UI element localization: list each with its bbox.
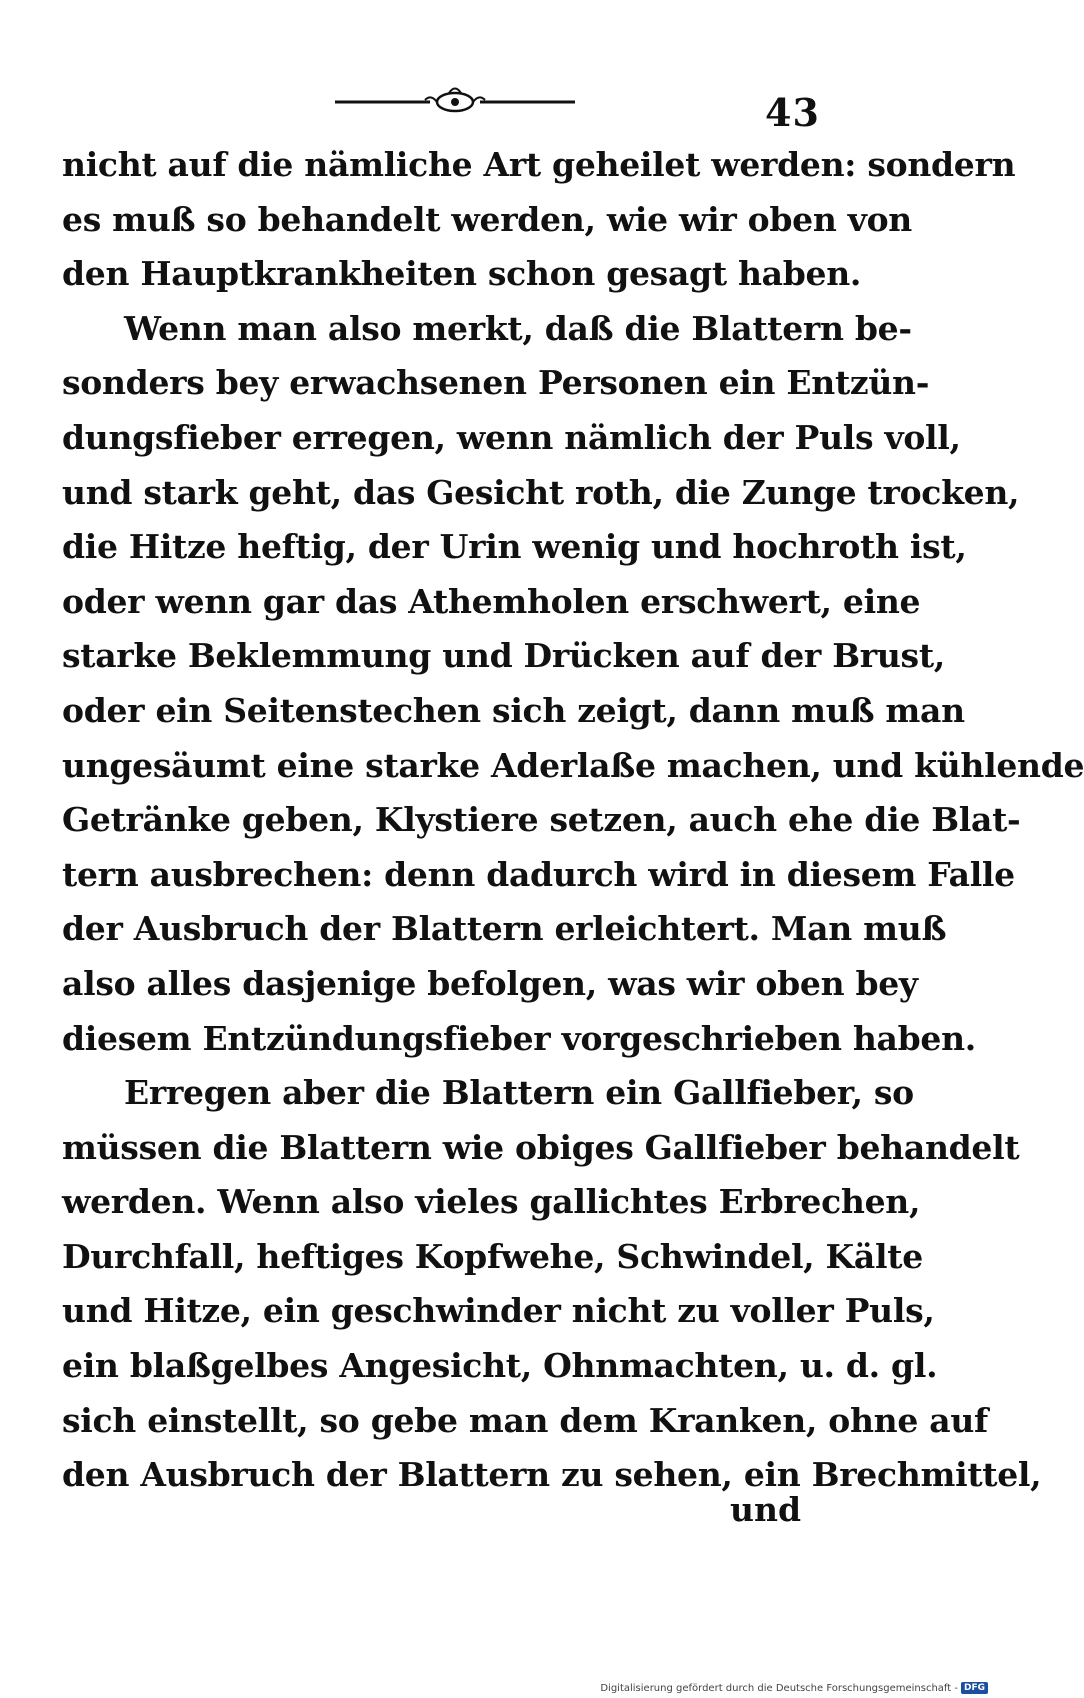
- text-line: müssen die Blattern wie obiges Gallfieber behandelt: [62, 1127, 1020, 1167]
- ornament-rule: [335, 84, 575, 118]
- credit-text: Digitalisierung gefördert durch die Deutsche Forschungsgemeinschaft -: [600, 1682, 958, 1694]
- text-line: den Ausbruch der Blattern zu sehen, ein Brechmittel,: [62, 1455, 1042, 1495]
- text-line: und Hitze, ein geschwinder nicht zu voller Puls,: [62, 1291, 935, 1331]
- text-line: nicht auf die nämliche Art geheilet werden: sondern: [62, 145, 1016, 184]
- text-line: Wenn man also merkt, daß die Blattern be-: [124, 308, 912, 348]
- page-number: 43: [765, 90, 820, 135]
- text-line: ungesäumt eine starke Aderlaße machen, und kühlende: [62, 745, 1084, 785]
- text-line: die Hitze heftig, der Urin wenig und hochroth ist,: [62, 527, 967, 567]
- body-text: [62, 138, 1084, 1503]
- text-line: Durchfall, heftiges Kopfwehe, Schwindel, Kälte: [62, 1236, 923, 1276]
- text-line: starke Beklemmung und Drücken auf der Brust,: [62, 636, 945, 676]
- text-line: es muß so behandelt werden, wie wir oben von: [62, 199, 913, 239]
- text-line: ein blaßgelbes Angesicht, Ohnmachten, u. d. gl.: [62, 1346, 938, 1386]
- text-line: also alles dasjenige befolgen, was wir oben bey: [62, 963, 918, 1003]
- text-line: tern ausbrechen: denn dadurch wird in diesem Falle: [62, 854, 1015, 894]
- text-line: Getränke geben, Klystiere setzen, auch ehe die Blat-: [62, 800, 1021, 840]
- text-line: oder ein Seitenstechen sich zeigt, dann muß man: [62, 690, 965, 730]
- text-line: diesem Entzündungsfieber vorgeschrieben haben.: [62, 1018, 976, 1058]
- text-line: werden. Wenn also vieles gallichtes Erbrechen,: [62, 1182, 921, 1222]
- text-line: Erregen aber die Blattern ein Gallfieber, so: [124, 1073, 914, 1113]
- text-line: oder wenn gar das Athemholen erschwert, eine: [62, 581, 921, 621]
- text-line: den Hauptkrankheiten schon gesagt haben.: [62, 254, 862, 294]
- text-line: sich einstellt, so gebe man dem Kranken, ohne auf: [62, 1400, 988, 1440]
- dfg-logo: DFG: [961, 1682, 988, 1694]
- text-line: und stark geht, das Gesicht roth, die Zunge trocken,: [62, 472, 1020, 512]
- text-line: der Ausbruch der Blattern erleichtert. Man muß: [62, 909, 947, 949]
- digitization-credit: [600, 1682, 988, 1694]
- catchword: und: [730, 1490, 802, 1529]
- text-line: sonders bey erwachsenen Personen ein Entzün-: [62, 363, 930, 403]
- text-line: dungsfieber erregen, wenn nämlich der Puls voll,: [62, 417, 961, 457]
